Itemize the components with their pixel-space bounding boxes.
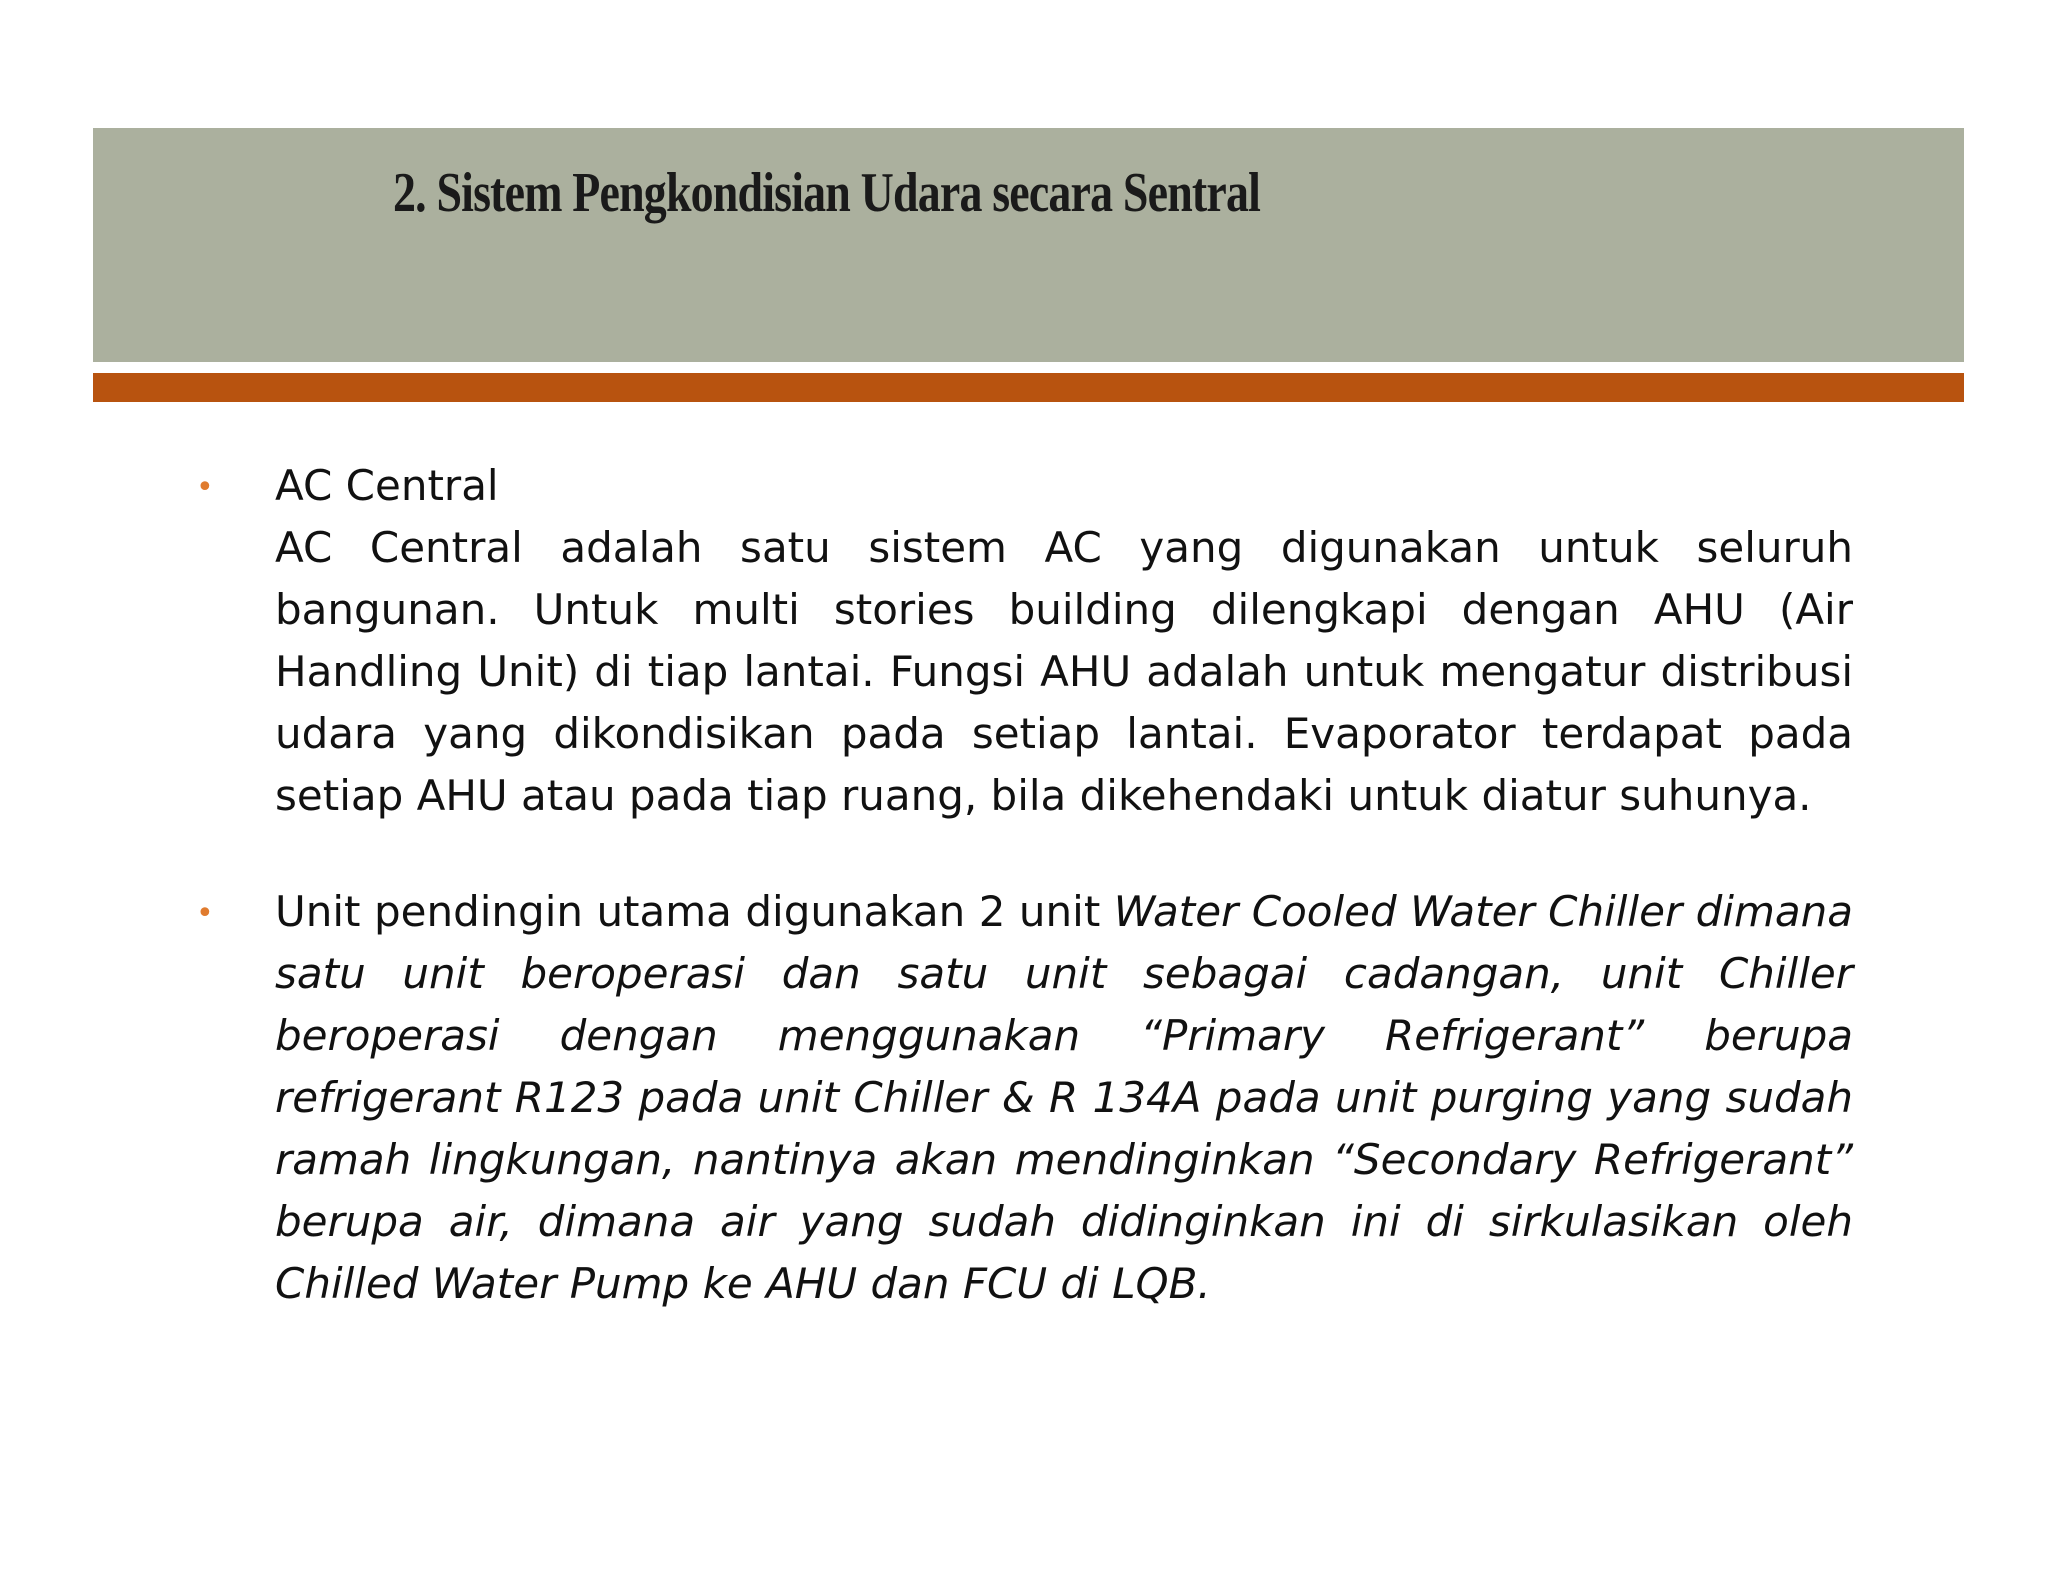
spacer xyxy=(196,827,1856,881)
bullet-item-chiller xyxy=(196,881,1856,1315)
slide-content xyxy=(196,455,1856,1315)
bullet-dot-icon: • xyxy=(196,896,214,931)
bullet-heading: AC Central xyxy=(275,461,499,510)
title-band xyxy=(93,128,1964,362)
bullet-item-ac-central xyxy=(196,455,1856,827)
accent-bar xyxy=(93,373,1964,402)
paragraph-italic-text: Water Cooled Water Chiller dimana satu unit beroperasi dan satu unit sebagai cadangan, unit Chiller beroperasi dengan menggunakan “Primary Refrigerant” berupa refrigerant R123 pada unit Chiller & R 134A pada unit purging yang sudah ramah lingkungan, nantinya akan mendinginkan “Secondary Refrigerant” berupa air, dimana air yang sudah didinginkan ini di sirkulasikan oleh Chilled Water Pump ke AHU dan FCU di LQB. xyxy=(275,887,1854,1308)
bullet-dot-icon: • xyxy=(196,470,214,505)
slide-title: 2. Sistem Pengkondisian Udara secara Sentral xyxy=(393,162,1261,224)
paragraph-lead-text: Unit pendingin utama digunakan 2 unit xyxy=(275,887,1114,936)
bullet-paragraph xyxy=(275,881,1853,1315)
bullet-paragraph: AC Central adalah satu sistem AC yang digunakan untuk seluruh bangunan. Untuk multi stories building dilengkapi dengan AHU (Air Handling Unit) di tiap lantai. Fungsi AHU adalah untuk mengatur distribusi udara yang dikondisikan pada setiap lantai. Evaporator terdapat pada setiap AHU atau pada tiap ruang, bila dikehendaki untuk diatur suhunya. xyxy=(275,523,1853,820)
